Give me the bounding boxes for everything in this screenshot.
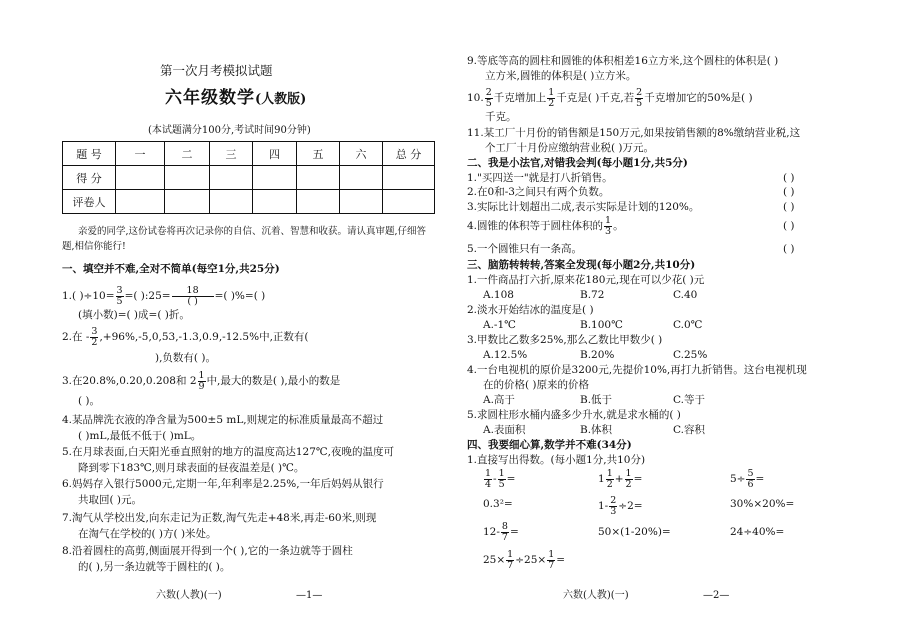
footer-label: 六数(人教)(一) [156, 590, 222, 601]
calc-6: 30%×20%= [730, 498, 795, 510]
option-a[interactable]: A.-1℃ [483, 319, 516, 331]
fraction: $\frac{5}{6}$ [747, 467, 754, 490]
q3-text: 中,最大的数是( ),最小的数是 [206, 375, 341, 387]
calc-5 [598, 493, 643, 519]
option-c[interactable]: C.容积 [673, 424, 705, 436]
table-header: 六 [340, 142, 383, 166]
option-c[interactable]: C.40 [673, 289, 698, 301]
question-6-line-2: 共取回( )元。 [78, 494, 143, 506]
calc-1 [483, 466, 515, 492]
fraction: $\frac{1}{3}$ [605, 214, 612, 237]
judge-answer-box[interactable]: ( ) [783, 201, 795, 213]
option-b[interactable]: B.低于 [580, 394, 613, 406]
table-header: 题 号 [63, 142, 116, 166]
equals: = [506, 473, 516, 485]
page-2 [455, 0, 906, 644]
calc-3 [730, 466, 764, 492]
q2-text: ,+96%,-5,0,53,-1.3,0.9,-12.5%中,正数有( [99, 331, 309, 343]
question-1-line-2: (填小数)=( )成=( )折。 [78, 309, 190, 321]
question-4: 4.某品牌洗衣液的净含量为500±5 mL,则规定的标准质量最高不超过 [62, 414, 384, 426]
fraction: $\frac{2}{5}$ [485, 86, 492, 109]
judge-answer-box[interactable]: ( ) [783, 243, 795, 255]
option-b[interactable]: B.体积 [580, 424, 613, 436]
option-a[interactable]: A.12.5% [483, 349, 528, 361]
q2-text: 2.在 - [62, 331, 90, 343]
fraction: $\frac{1}{4}$ [485, 467, 492, 490]
section-4-heading: 四、我要细心算,数学并不难(34分) [467, 439, 632, 451]
calc-text: ÷2= [618, 500, 643, 512]
judge-5: 5.一个圆锥只有一条高。 [467, 243, 583, 255]
fraction: $\frac{18}{( )}$ [172, 286, 214, 307]
equals: = [556, 554, 566, 566]
question-9: 9.等底等高的圆柱和圆锥的体积相差16立方米,这个圆柱的体积是( ) [467, 55, 779, 67]
row-label: 评卷人 [63, 190, 116, 214]
option-a[interactable]: A.高于 [483, 394, 515, 406]
q10-text: 千克增加上 [493, 92, 547, 104]
question-9-line-2: 立方米,圆锥的体积是( )立方米。 [485, 70, 637, 82]
score-cell[interactable] [165, 166, 210, 190]
option-c[interactable]: C.0℃ [673, 319, 703, 331]
grader-cell[interactable] [253, 190, 297, 214]
choice-2: 2.淡水开始结冰的温度是( ) [467, 304, 594, 316]
j4-text: 4.圆锥的体积等于圆柱体积的 [467, 220, 604, 232]
calc-2 [598, 466, 642, 492]
section-1-heading: 一、填空并不难,全对不简单(每空1分,共25分) [62, 263, 280, 275]
table-header: 四 [253, 142, 297, 166]
fraction: $\frac{1}{2}$ [625, 467, 632, 490]
grader-cell[interactable] [210, 190, 253, 214]
page-number: —2— [703, 590, 730, 601]
judge-answer-box[interactable]: ( ) [783, 186, 795, 198]
judge-1: 1."买四送一"就是打八折销售。 [467, 172, 613, 184]
score-table [62, 141, 435, 214]
equals: = [755, 473, 765, 485]
calc-text: 12- [483, 526, 500, 538]
option-b[interactable]: B.20% [580, 349, 615, 361]
calc-10 [483, 547, 565, 573]
j4-text: 。 [613, 220, 624, 232]
choice-3: 3.甲数比乙数多25%,那么乙数比甲数少( ) [467, 334, 663, 346]
score-cell[interactable] [253, 166, 297, 190]
question-1 [62, 284, 265, 308]
judge-answer-box[interactable]: ( ) [783, 220, 795, 232]
question-10-line-2: 千克。 [485, 111, 517, 123]
fraction: $\frac{3}{5}$ [116, 284, 123, 307]
question-4-line-2: ( )mL,最低不低于( )mL。 [78, 430, 202, 442]
operator: + [614, 473, 624, 485]
judge-4 [467, 215, 624, 237]
calc-7 [483, 519, 519, 545]
equals: = [633, 473, 643, 485]
exam-title: 第一次月考模拟试题 [160, 63, 273, 78]
fraction: $\frac{1}{9}$ [198, 369, 205, 392]
calc-text: 1- [598, 500, 609, 512]
calc-text: ÷25× [515, 554, 547, 566]
option-b[interactable]: B.100℃ [580, 319, 623, 331]
q10-text: 千克增加它的50%是( ) [644, 92, 753, 104]
option-a[interactable]: A.表面积 [483, 424, 526, 436]
grader-cell[interactable] [165, 190, 210, 214]
operator: - [493, 473, 497, 485]
intro-line-2: 题,相信你能行! [62, 241, 126, 252]
score-table-header-row [63, 142, 435, 166]
equals: = [509, 526, 519, 538]
option-c[interactable]: C.25% [673, 349, 708, 361]
row-label: 得 分 [63, 166, 116, 190]
fraction: $\frac{1}{7}$ [507, 548, 514, 571]
score-cell[interactable] [340, 166, 383, 190]
page-number: —1— [296, 590, 323, 601]
grader-cell[interactable] [340, 190, 383, 214]
q3-text: 3.在20.8%,0.20,0.208和 2 [62, 375, 197, 387]
q1-text: =( )%=( ) [214, 290, 266, 302]
question-2 [62, 326, 309, 348]
question-6: 6.妈妈存入银行5000元,定期一年,年利率是2.25%,一年后妈妈从银行 [62, 478, 384, 490]
fraction: $\frac{2}{5}$ [636, 86, 643, 109]
score-cell[interactable] [210, 166, 253, 190]
score-row [63, 166, 435, 190]
fraction: $\frac{3}{2}$ [91, 325, 98, 348]
question-7-line-2: 在淘气在学校的( )方( )米处。 [78, 528, 217, 540]
choice-1: 1.一件商品打六折,原来花180元,现在可以少花( )元 [467, 274, 705, 286]
calc-text: 25× [483, 554, 506, 566]
judge-3: 3.实际比计划超出二成,表示实际是计划的120%。 [467, 201, 700, 213]
score-cell[interactable] [383, 166, 435, 190]
question-3 [62, 370, 340, 392]
question-10 [467, 87, 753, 109]
grader-cell[interactable] [383, 190, 435, 214]
footer-label: 六数(人教)(一) [563, 590, 629, 601]
table-header: 一 [116, 142, 165, 166]
choice-4: 4.一台电视机的原价是3200元,先提价10%,再打九折销售。这台电视机现 [467, 364, 807, 376]
question-2-line-2: ),负数有( )。 [155, 352, 216, 364]
q1-text: =( ):25= [124, 290, 171, 302]
fraction: $\frac{2}{3}$ [610, 494, 617, 517]
section-2-heading: 二、我是小法官,对错我会判(每小题1分,共5分) [467, 157, 688, 169]
question-11: 11.某工厂十月份的销售额是150万元,如果按销售额的8%缴纳营业税,这 [467, 127, 801, 139]
subtitle-main: 六年级数学 [165, 88, 255, 108]
question-5: 5.在月球表面,白天阳光垂直照射的地方的温度高达127℃,夜晚的温度可 [62, 446, 394, 458]
choice-4-line-2: 在的价格( )原来的价格 [483, 379, 590, 391]
calc-instructions: 1.直接写出得数。(每小题1分,共10分) [467, 454, 646, 466]
question-8-line-2: 的( ),另一条边就等于圆柱的( )。 [78, 561, 231, 573]
exam-subtitle [165, 88, 307, 108]
grader-row [63, 190, 435, 214]
calc-4: 0.3²= [483, 498, 513, 510]
grader-cell[interactable] [297, 190, 340, 214]
choice-5: 5.求圆柱形水桶内盛多少升水,就是求水桶的( ) [467, 409, 681, 421]
table-header: 五 [297, 142, 340, 166]
option-b[interactable]: B.72 [580, 289, 605, 301]
whole-number: 1 [598, 473, 605, 485]
table-header: 二 [165, 142, 210, 166]
calc-8: 50×(1-20%)= [598, 526, 671, 538]
score-cell[interactable] [297, 166, 340, 190]
score-cell[interactable] [116, 166, 165, 190]
calc-9: 24÷40%= [730, 526, 785, 538]
calc-text: 5÷ [730, 473, 746, 485]
section-3-heading: 三、脑筋转转转,答案全发现(每小题2分,共10分) [467, 259, 696, 271]
fraction: $\frac{1}{2}$ [548, 86, 555, 109]
fraction: $\frac{8}{7}$ [501, 520, 508, 543]
q10-text: 10. [467, 92, 484, 104]
fraction: $\frac{1}{5}$ [498, 467, 505, 490]
question-11-line-2: 个工厂十月份应缴纳营业税( )万元。 [485, 142, 655, 154]
option-c[interactable]: C.等于 [673, 394, 705, 406]
judge-2: 2.在0和-3之间只有两个负数。 [467, 186, 610, 198]
exam-note: (本试题满分100分,考试时间90分钟) [148, 125, 311, 136]
q10-text: 千克是( )千克,若 [556, 92, 635, 104]
table-header: 总 分 [383, 142, 435, 166]
question-7: 7.淘气从学校出发,向东走记为正数,淘气先走+48米,再走-60米,则现 [62, 512, 377, 524]
intro-line-1: 亲爱的同学,这份试卷将再次记录你的自信、沉着、智慧和收获。请认真审题,仔细答 [78, 226, 427, 237]
table-header: 三 [210, 142, 253, 166]
subtitle-edition: (人教版) [255, 92, 307, 107]
grader-cell[interactable] [116, 190, 165, 214]
question-5-line-2: 降到零下183℃,则月球表面的昼夜温差是( )℃。 [78, 462, 305, 474]
q1-text: 1.( )÷10= [62, 290, 115, 302]
judge-answer-box[interactable]: ( ) [783, 172, 795, 184]
question-8: 8.沿着圆柱的高剪,侧面展开得到一个( ),它的一条边就等于圆柱 [62, 545, 353, 557]
fraction: $\frac{1}{2}$ [606, 467, 613, 490]
option-a[interactable]: A.108 [483, 289, 514, 301]
fraction: $\frac{1}{7}$ [548, 548, 555, 571]
question-3-line-2: ( )。 [78, 395, 101, 407]
